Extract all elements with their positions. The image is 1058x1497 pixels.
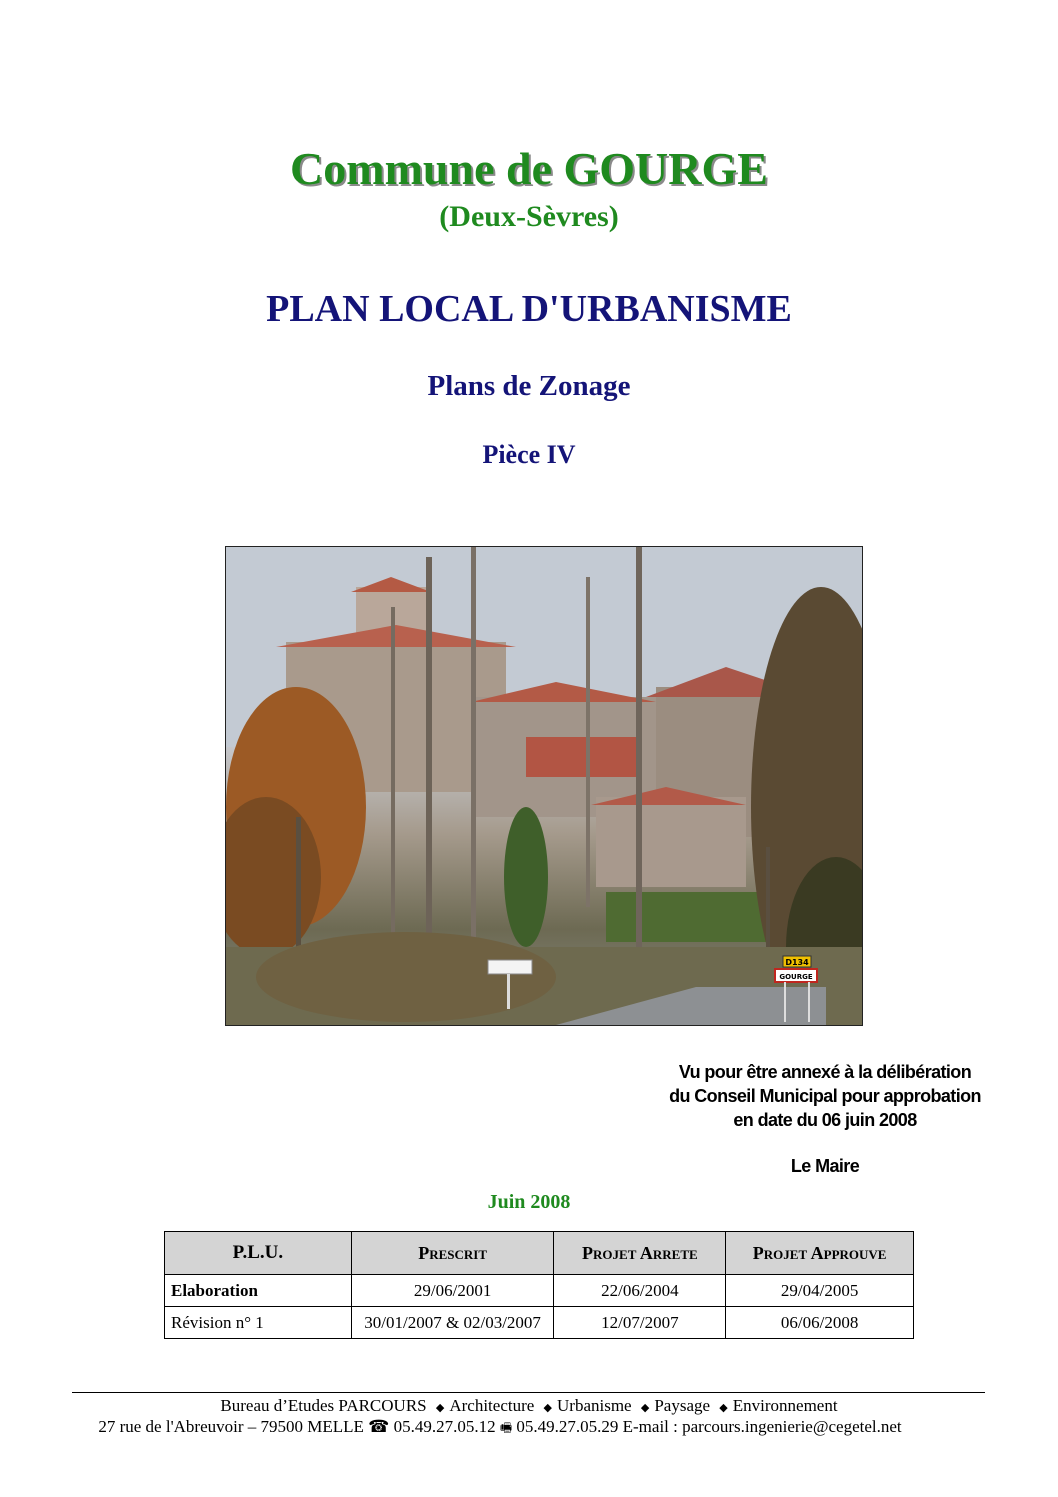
footer-divider xyxy=(72,1392,985,1393)
revision-table xyxy=(164,1231,914,1339)
document-title: PLAN LOCAL D'URBANISME xyxy=(266,288,792,330)
village-photo-illustration xyxy=(226,547,862,1025)
fax-icon: 🖷 xyxy=(499,1420,513,1435)
service-item: Urbanisme xyxy=(557,1396,632,1415)
service-item: Architecture xyxy=(449,1396,535,1415)
table-cell: 12/07/2007 xyxy=(554,1307,726,1339)
document-date: Juin 2008 xyxy=(487,1191,571,1213)
annex-note-line: en date du 06 juin 2008 xyxy=(733,1110,917,1130)
table-row xyxy=(165,1307,914,1339)
service-item: Environnement xyxy=(732,1396,838,1415)
diamond-separator-icon: ◆ xyxy=(719,1402,728,1414)
department-subtitle: (Deux-Sèvres) xyxy=(439,200,619,233)
village-photo xyxy=(225,546,863,1026)
document-subtitle: Plans de Zonage xyxy=(427,370,631,402)
service-item: Paysage xyxy=(654,1396,711,1415)
annex-note-line: du Conseil Municipal pour approbation xyxy=(669,1086,981,1106)
footer-contact-line xyxy=(0,1417,1000,1441)
address: 27 rue de l'Abreuvoir – 79500 MELLE xyxy=(98,1417,364,1436)
diamond-separator-icon: ◆ xyxy=(640,1402,650,1414)
diamond-separator-icon: ◆ xyxy=(435,1402,445,1414)
footer-company-line xyxy=(0,1396,1058,1416)
column-header: P.L.U. xyxy=(165,1232,352,1275)
town-sign: GOURGE xyxy=(779,973,813,981)
phone-number: 05.49.27.05.12 xyxy=(393,1417,496,1436)
table-cell: 30/01/2007 & 02/03/2007 xyxy=(351,1307,554,1339)
table-cell: 29/04/2005 xyxy=(726,1275,914,1307)
road-sign-number: D134 xyxy=(785,958,809,967)
email-address: E-mail : parcours.ingenierie@cegetel.net xyxy=(622,1417,902,1436)
column-header: Projet Approuve xyxy=(726,1232,914,1275)
diamond-separator-icon: ◆ xyxy=(543,1402,553,1414)
company-name: Bureau d’Etudes PARCOURS xyxy=(220,1396,427,1415)
table-cell: 22/06/2004 xyxy=(554,1275,726,1307)
table-row xyxy=(165,1275,914,1307)
fax-number: 05.49.27.05.29 xyxy=(516,1417,619,1436)
table-cell: 06/06/2008 xyxy=(726,1307,914,1339)
annex-note-line: Vu pour être annexé à la délibération xyxy=(678,1062,972,1082)
column-header: Projet Arrete xyxy=(554,1232,726,1275)
table-cell: Révision n° 1 xyxy=(165,1307,352,1339)
column-header: Prescrit xyxy=(351,1232,554,1275)
signatory: Le Maire xyxy=(790,1156,860,1176)
annex-note xyxy=(640,1060,1010,1132)
phone-icon: ☎ xyxy=(368,1417,390,1436)
table-cell: Elaboration xyxy=(165,1275,352,1307)
piece-number: Pièce IV xyxy=(482,440,576,469)
table-cell: 29/06/2001 xyxy=(351,1275,554,1307)
commune-title: Commune de GOURGE xyxy=(290,143,768,194)
table-header-row xyxy=(165,1232,914,1275)
